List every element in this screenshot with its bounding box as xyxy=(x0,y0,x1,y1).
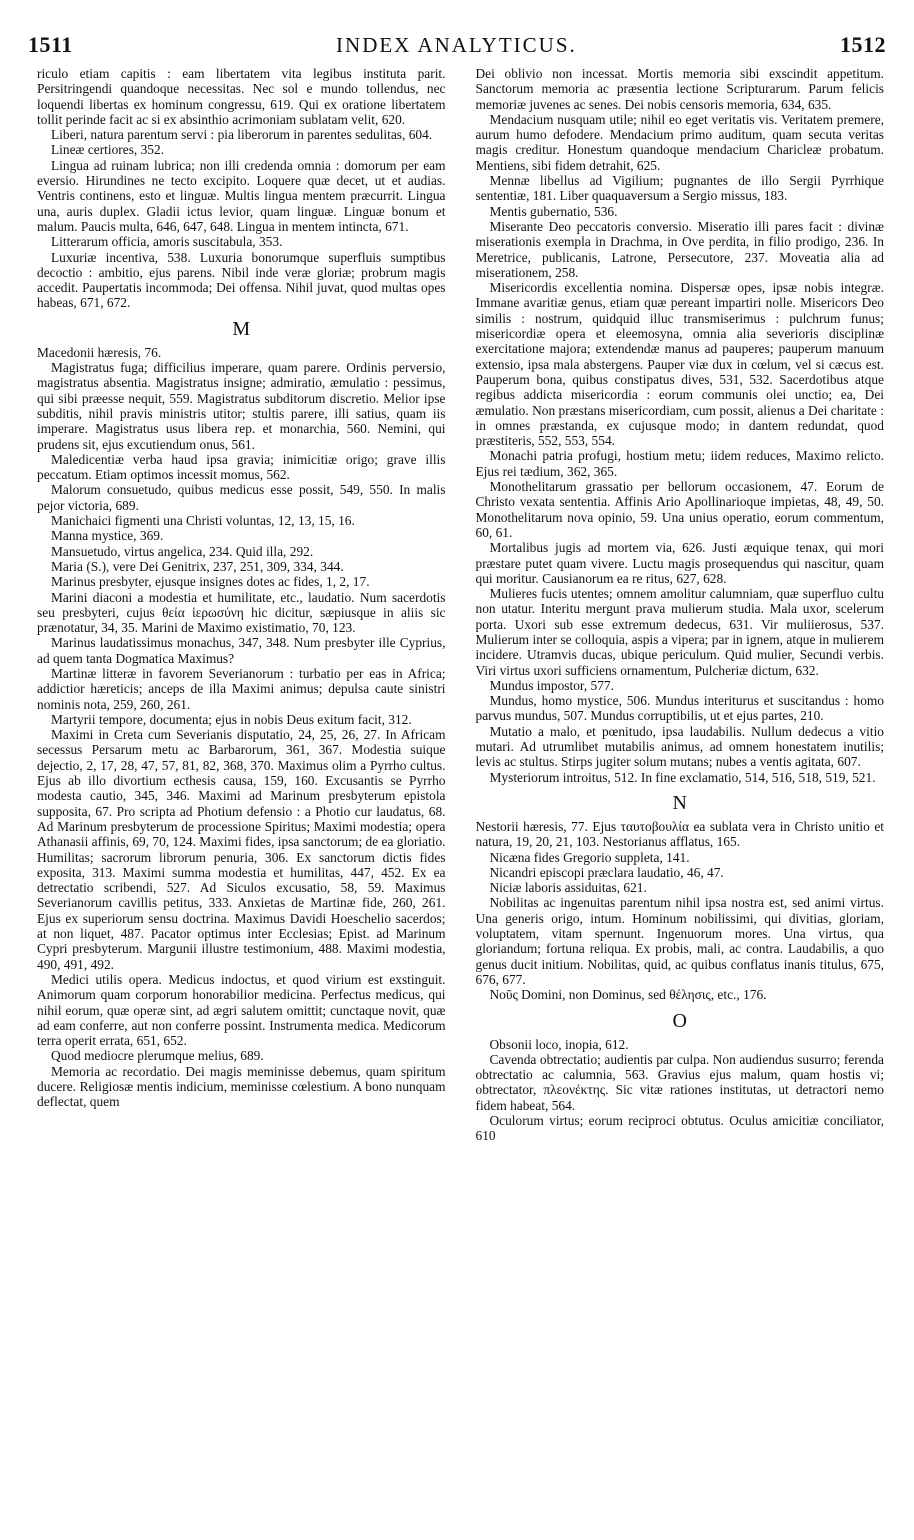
section-letter-o: O xyxy=(672,1009,687,1032)
index-entry: Miserante Deo peccatoris conversio. Miseratio illi pares facit : divinæ miserationis exempla in Drachma, in Ove perdita, in filio prodigo, 236. In Meretrice, publicanis, Latrone, Persecutore, 237. Moveatia alia ad miserationem, 258. xyxy=(475,218,884,280)
section-letter-m: M xyxy=(232,317,251,340)
right-column xyxy=(476,66,885,1520)
index-entry: Luxuriæ incentiva, 538. Luxuria bonorumque superfluis sumptibus decoctio : ambitio, ejus parens. Nibil inde veræ gloriæ; probrum magis accedit. Paupertatis incommoda; Dei offensa. Nihil juvat, quod multas opes habeas, 671, 672. xyxy=(37,249,446,311)
index-entry: Nicandri episcopi præclara laudatio, 46, 47. xyxy=(489,864,724,880)
index-entry: Oculorum virtus; eorum reciproci obtutus. Oculus amicitiæ conciliator, 610 xyxy=(475,1113,884,1144)
left-column xyxy=(37,66,446,1520)
index-entry: Monothelitarum grassatio per bellorum occasionem, 47. Eorum de Christo vexata sententia. Affinis Ario Apollinarioque impietas, 48, 49, 50. Monothelitarum nova opinio, 59. Una unius operatio, eorum commentum, 60, 61. xyxy=(475,479,884,540)
index-entry: Obsonii loco, inopia, 612. xyxy=(489,1036,629,1052)
index-entry: Monachi patria profugi, hostium metu; iidem reduces, Maximo relicto. Ejus rei tædium, 362, 365. xyxy=(475,448,884,479)
index-entry: Νοῦς Domini, non Dominus, sed θέλησις, etc., 176. xyxy=(489,987,767,1003)
page-header xyxy=(28,32,886,62)
index-entry: Lineæ certiores, 352. xyxy=(51,142,165,158)
index-entry: Macedonii hæresis, 76. xyxy=(37,344,162,360)
index-entry: Mysteriorum introitus, 512. In fine exclamatio, 514, 516, 518, 519, 521. xyxy=(489,769,876,785)
index-entry: Mulieres fucis utentes; omnem amolitur calumniam, quæ superfluo cultu non utatur. Interitu mergunt prava mulierum studia. Mala uxor, scelerum porta. Uxori sub esse extremum dedecus, 631. Vir muliierosus, 537. Mulierum inter se colloquia, aspis a vipera; par in ignem, atque in mulierem incidere. Utramvis ducas, ubique periculum. Quid mulier, Secundi verbis. Viri virtus uxori sufficiens ornamentum, Pulcheriæ dictum, 632. xyxy=(475,586,884,678)
index-entry: Mutatio a malo, et pœnitudo, ipsa laudabilis. Nullum dedecus a vitio mutari. Ad utrumlibet mutabilis animus, ad omnem honestatem inutilis; levis ac stultus. Stirps jugiter solum mutans; nubes a ventis agitata, 607. xyxy=(475,723,884,770)
index-entry: Maximi in Creta cum Severianis disputatio, 24, 25, 26, 27. In Africam secessus Persarum metu ac Barbarorum, 361, 367. Modestia suique dejectio, 2, 17, 28, 47, 57, 81, 82, 368, 370. Maximus olim a Pyrrho cultus. Ejus ab illo divortium ecthesis causa, 159, 160. Excusantis se Pyrrho modesta cautio, 345, 346. Maximi ad Marinum presbyterum epistola supposita, 67. Pro scripta ad Photium defensio : a Photio cur laudatus, 68. Ad Marinum presbyterum de processione Spiritus; Maximi modestia; opera Athanasii affinis, 69, 70, 124. Maximi fides, ipsa sanctorum; de ea gloriatio. Humilitas; sacrorum librorum penuria, 306. Ex sanctorum dictis fides exposita, 313. Maximi summa modestia et humilitas, 447, 452. Ex ea detrectatio scribendi, 527. Ad Siculos excusatio, 58, 59. Maximus Severianorum cavillis petitus, 333. Anxietas de Martinæ fide, 260, 261. Ejus ex superiorum sensu doctrina. Maximus Davidi Hoeschelio sacerdos; at non liquet, 487. Pacator optimus inter Ecclesias; Epist. ad Marinum Cypri presbyterum. Margunii illustre testimonium, 488. Maximi modestia, 490, 491, 492. xyxy=(37,727,446,972)
index-entry: Cavenda obtrectatio; audientis par culpa. Non audiendus susurro; ferenda obtrectatio ac calumnia, 563. Gravius ejus malum, quam hostis vi; obtrectator, πλεονέκτης. Sic vitæ rationes institutas, ut detractori nemo fidem habeat, 564. xyxy=(475,1051,884,1113)
index-entry: Nicæna fides Gregorio suppleta, 141. xyxy=(489,849,690,865)
index-entry: Mansuetudo, virtus angelica, 234. Quid illa, 292. xyxy=(51,543,314,559)
index-entry: Medici utilis opera. Medicus indoctus, et quod virium est exstinguit. Animorum quam corporum honorabilior medicina. Perfectus medicus, qui nihil eorum, quæ operæ sint, ad ægri salutem omittit; cunctaque novit, quæ ad eam conferre, aut non conferre possint. Instrumenta medica. Medicorum terra operit errata, 651, 652. xyxy=(37,971,446,1049)
index-entry: Maledicentiæ verba haud ipsa gravia; inimicitiæ origo; grave illis peccatum. Etiam optimos incessit momus, 562. xyxy=(37,451,446,483)
index-entry: Quod mediocre plerumque melius, 689. xyxy=(51,1048,264,1064)
index-entry: Lingua ad ruinam lubrica; non illi credenda omnia : domorum per eam eversio. Hirundines ne tecto excipito. Loquere quæ decet, ut et audias. Ventris continens, esto et linguæ. Multis lingua mentem præcurrit. Lingua una, auris duplex. Gladii ictus levior, quam linguæ. Linguæ bonum et malum. Paucis multa, 646, 647, 648. Lingua in mentem intincta, 671. xyxy=(37,157,446,234)
index-entry: riculo etiam capitis : eam libertatem vita legibus instituta parit. Persitringendi quandoque necessitas. Nec sol e mundo tollendus, nec loquendi libertas ex hominum congressu, 619. Qui ex oratione libertatem tollit perinde facit ac si ex absinthio acrimoniam sublatam velit, 620. xyxy=(37,66,446,127)
right-page-number: 1512 xyxy=(839,32,886,57)
index-entry: Misericordis excellentia nomina. Dispersæ opes, ipsæ nobis integræ. Immane avaritiæ genus, etiam quæ pereant impartiri nolle. Misericors Deo similis : nostrum, quidquid illuc transmiserimus : pulchrum funus; misericordiæ opera et eleemosyna, omnia alia severioris disciplinæ exercitatione majora; extendendæ manus ad pauperes; pauperum manuum extensio, ipsa mala abstergens. Pauper viæ dux in cœlum, vel si cæcus est. Pauperum bona, quibus constipatus dives, 531, 532. Sacerdotibus atque regibus addicta misericordia : eorum communis olei unctio; ea, Dei æmulatio. Non præstans misericordiam, cum possit, alienus a Dei charitate : in omnes præstanda, ex cujusque modo; in dantem redundat, quod præstiteris, 552, 553, 554. xyxy=(475,280,884,449)
index-entry: Dei oblivio non incessat. Mortis memoria sibi exscindit appetitum. Sanctorum memoria ac præsentia lectione Scripturarum. Parum felicis memoriæ juvenes ac senes. Dei nobis censoris memoria, 634, 635. xyxy=(475,66,884,112)
index-entry: Marinus laudatissimus monachus, 347, 348. Num presbyter ille Cyprius, ad quem tanta Dogmatica Maximus? xyxy=(37,635,446,666)
index-columns xyxy=(37,66,884,1520)
index-entry: Mortalibus jugis ad mortem via, 626. Justi æquique tenax, qui mori præstare putet quam vivere. Luctu magis prosequendus qui nascitur, quam qui moritur. Causianorum ea re ritus, 627, 628. xyxy=(475,540,884,586)
index-entry: Martyrii tempore, documenta; ejus in nobis Deus exitum facit, 312. xyxy=(51,711,412,727)
index-entry: Mentis gubernatio, 536. xyxy=(489,203,618,219)
index-entry: Liberi, natura parentum servi : pia liberorum in parentes sedulitas, 604. xyxy=(51,127,433,143)
index-entry: Manichaici figmenti una Christi voluntas, 12, 13, 15, 16. xyxy=(51,513,355,529)
index-entry: Memoria ac recordatio. Dei magis meminisse debemus, quam spiritum ducere. Religiosæ mentis indicium, meminisse cœlestium. A bono nunquam deflectat, quem xyxy=(37,1063,446,1110)
running-title: INDEX ANALYTICUS. xyxy=(336,33,577,57)
index-entry: Martinæ litteræ in favorem Severianorum : turbatio per eas in Africa; addictior hæreticis; anceps de illa Maximi animus; depulsa caute sinistri nominis nota, 259, 260, 261. xyxy=(37,665,446,712)
index-entry: Manna mystice, 369. xyxy=(51,528,164,544)
index-entry: Nestorii hæresis, 77. Ejus ταυτοβουλία ea sublata vera in Christo unitio et natura, 19, 20, 21, 103. Nestorianus afflatus, 165. xyxy=(475,818,884,850)
index-entry: Marini diaconi a modestia et humilitate, etc., laudatio. Num sacerdotis seu presbyteri, cujus θεία ἱερωσύνη hic dicitur, sæpiusque in aliis sic prænotatur, 34, 35. Marini de Maximo existimatio, 70, 123. xyxy=(37,589,446,636)
index-entry: Malorum consuetudo, quibus medicus esse possit, 549, 550. In malis pejor victoria, 689. xyxy=(37,482,446,513)
index-entry: Mundus impostor, 577. xyxy=(489,677,614,693)
index-entry: Litterarum officia, amoris suscitabula, 353. xyxy=(51,234,283,250)
index-entry: Maria (S.), vere Dei Genitrix, 237, 251, 309, 334, 344. xyxy=(51,558,344,574)
left-page-number: 1511 xyxy=(28,32,73,57)
section-letter-n: N xyxy=(672,791,687,814)
index-entry: Niciæ laboris assiduitas, 621. xyxy=(489,880,647,896)
index-entry: Mennæ libellus ad Vigilium; pugnantes de illo Sergii Pyrrhique sententiæ, 181. Liber quaquaversum a Sergio missus, 183. xyxy=(475,173,884,204)
index-entry: Marinus presbyter, ejusque insignes dotes ac fides, 1, 2, 17. xyxy=(51,574,370,590)
index-entry: Magistratus fuga; difficilius imperare, quam parere. Ordinis perversio, magistratus absentia. Magistratus insigne; admiratio, æmulatio : pessimus, qui sibi præesse nequit, 559. Magistratus subditorum discretio. Melior ipse subditis, nihil pravis ministris utitor; stultis parere, illi satius, quam iis imperare. Magistratus usus libera rep. et monarchia, 560. Nemini, qui prudens sit, ejus excutiendum onus, 561. xyxy=(37,360,446,452)
index-entry: Mundus, homo mystice, 506. Mundus interiturus et suscitandus : homo parvus mundus, 507. Mundus corruptibilis, ut et ejus partes, 210. xyxy=(475,693,884,724)
index-entry: Nobilitas ac ingenuitas parentum nihil ipsa nostra est, sed animi virtus. Una generis origo, intum. Hominum nobilissimi, qui divitias, gloriam, voluptatem, vitam spernunt. Ingenuorum mores. Una virtus, qua gloriandum; fortuna reliqua. Ex probis, mali, ac contra. Laudabilis, a quo genus ducit initium. Nobilitas, quid, ac quibus conflatus inanis titulus, 675, 676, 677. xyxy=(475,895,884,987)
index-entry: Mendacium nusquam utile; nihil eo eget veritatis vis. Veritatem premere, aurum humo defodere. Mendacium primo auditum, quam secuta veritas magis creditur. Honestum quandoque mendacium Charicleæ probatum. Mentiens, sibi fidem detrahit, 625. xyxy=(475,111,884,173)
